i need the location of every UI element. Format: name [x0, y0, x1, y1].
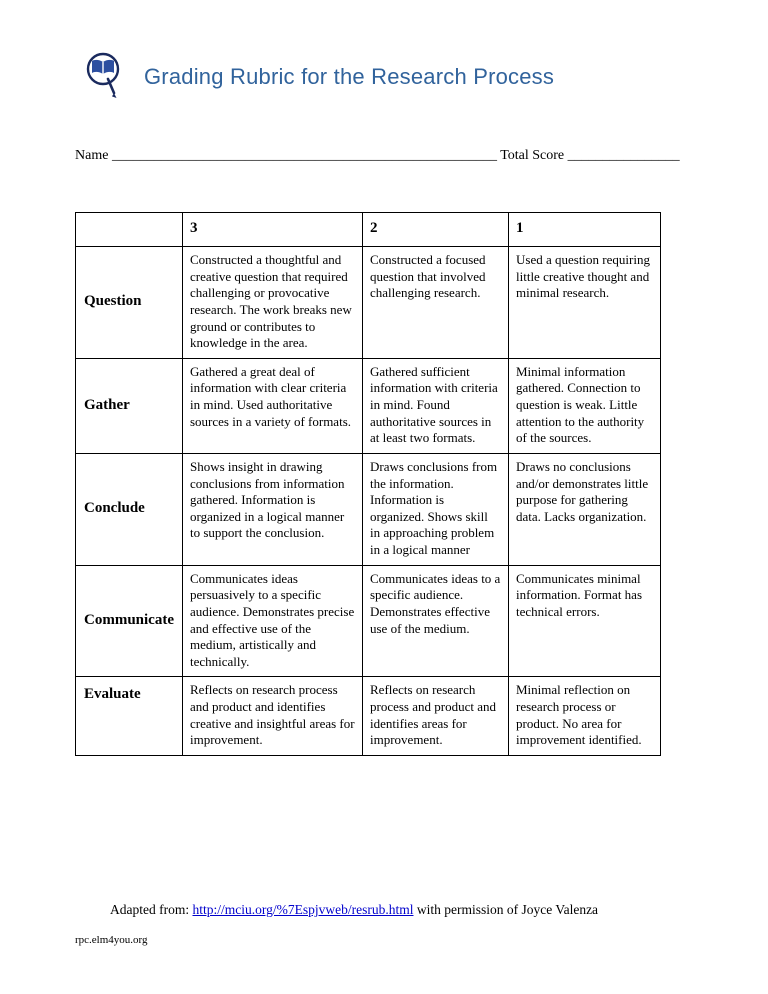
cell-gather-1: Minimal information gathered. Connection to question is weak. Little attention to the authority of the sources.: [509, 358, 661, 453]
rubric-table: [75, 212, 661, 756]
book-logo-icon: [84, 52, 128, 102]
total-score-label: Total Score: [500, 148, 565, 163]
cell-question-1: Used a question requiring little creative thought and minimal research.: [509, 247, 661, 359]
rubric-row-conclude: [76, 453, 661, 565]
score-header-2: 2: [363, 213, 509, 247]
cell-gather-2: Gathered sufficient information with criteria in mind. Found authoritative sources in at least two formats.: [363, 358, 509, 453]
cell-evaluate-1: Minimal reflection on research process or product. No area for improvement identified.: [509, 677, 661, 756]
total-score-blank-line: ________________: [567, 148, 680, 163]
header: [0, 0, 768, 102]
adapted-prefix-text: Adapted from:: [110, 901, 193, 917]
criterion-conclude: Conclude: [76, 453, 183, 565]
rubric-row-gather: [76, 358, 661, 453]
rubric-row-communicate: [76, 565, 661, 677]
cell-gather-3: Gathered a great deal of information with clear criteria in mind. Used authoritative sources in a variety of formats.: [183, 358, 363, 453]
rubric-row-evaluate: [76, 677, 661, 756]
name-score-line: [75, 148, 768, 164]
page-title: Grading Rubric for the Research Process: [144, 64, 555, 89]
cell-evaluate-3: Reflects on research process and product and identifies creative and insightful areas for improvement.: [183, 677, 363, 756]
name-blank-line: _______________________________________________________: [111, 148, 497, 163]
rubric-header-row: [76, 213, 661, 247]
criterion-gather: Gather: [76, 358, 183, 453]
criterion-communicate: Communicate: [76, 565, 183, 677]
adapted-from-line: [110, 902, 768, 918]
rubric-row-question: [76, 247, 661, 359]
score-header-3: 3: [183, 213, 363, 247]
name-label: Name: [75, 148, 109, 163]
cell-communicate-1: Communicates minimal information. Format has technical errors.: [509, 565, 661, 677]
criterion-evaluate: Evaluate: [76, 677, 183, 756]
cell-conclude-3: Shows insight in drawing conclusions from information gathered. Information is organized in a logical manner to support the conclusion.: [183, 453, 363, 565]
cell-evaluate-2: Reflects on research process and product and identifies areas for improvement.: [363, 677, 509, 756]
resrub-link[interactable]: http://mciu.org/%7Espjvweb/resrub.html: [192, 901, 414, 917]
score-header-1: 1: [509, 213, 661, 247]
cell-conclude-1: Draws no conclusions and/or demonstrates little purpose for gathering data. Lacks organization.: [509, 453, 661, 565]
cell-conclude-2: Draws conclusions from the information. Information is organized. Shows skill in approaching problem in a logical manner: [363, 453, 509, 565]
cell-communicate-2: Communicates ideas to a specific audience. Demonstrates effective use of the medium.: [363, 565, 509, 677]
site-footer-text: rpc.elm4you.org: [75, 934, 148, 946]
adapted-suffix-text: with permission of Joyce Valenza: [413, 901, 599, 917]
criterion-question: Question: [76, 247, 183, 359]
rubric-corner-cell: [76, 213, 183, 247]
cell-question-3: Constructed a thoughtful and creative question that required challenging or provocative research. The work breaks new ground or contributes to knowledge in the area.: [183, 247, 363, 359]
cell-question-2: Constructed a focused question that involved challenging research.: [363, 247, 509, 359]
cell-communicate-3: Communicates ideas persuasively to a specific audience. Demonstrates precise and effective use of the medium, artistically and technically.: [183, 565, 363, 677]
